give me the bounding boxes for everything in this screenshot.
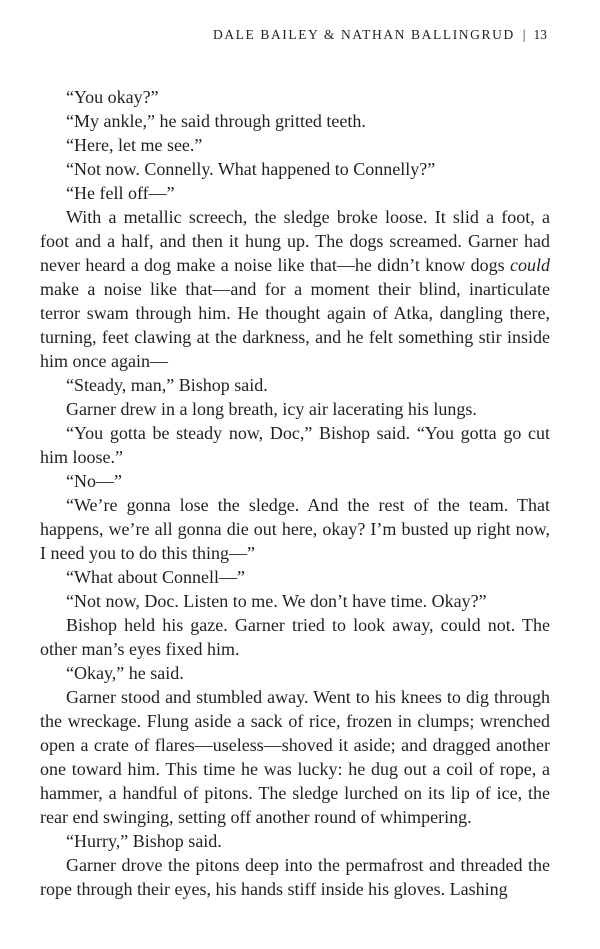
paragraph: “We’re gonna lose the sledge. And the rest of the team. That happens, we’re all gonna die out here, okay? I’m busted up right now, I need you to do this thing—” (40, 495, 550, 563)
paragraph: “Not now. Connelly. What happened to Connelly?” (66, 159, 436, 179)
paragraph: “Steady, man,” Bishop said. (66, 375, 268, 395)
paragraph: “You okay?” (66, 87, 159, 107)
page-number: 13 (533, 27, 547, 42)
paragraph: “He fell off—” (66, 183, 175, 203)
body-text (40, 85, 550, 901)
paragraph: “What about Connell—” (66, 567, 245, 587)
paragraph: Garner drew in a long breath, icy air lacerating his lungs. (66, 399, 477, 419)
paragraph: “My ankle,” he said through gritted teeth. (66, 111, 366, 131)
paragraph: “Hurry,” Bishop said. (66, 831, 222, 851)
running-head (213, 27, 547, 43)
paragraph: Garner drove the pitons deep into the permafrost and threaded the rope through their eyes, his hands stiff inside his gloves. Lashing (40, 855, 550, 899)
paragraph: “Here, let me see.” (66, 135, 203, 155)
paragraph-text-continued: make a noise like that—and for a moment their blind, inarticulate terror swam through him. He thought again of Atka, dangling there, turning, feet clawing at the darkness, and he felt something stir inside him once again— (40, 279, 550, 371)
paragraph: “Not now, Doc. Listen to me. We don’t have time. Okay?” (66, 591, 487, 611)
paragraph: “You gotta be steady now, Doc,” Bishop said. “You gotta go cut him loose.” (40, 423, 550, 467)
emphasis-could: could (510, 255, 550, 275)
paragraph-text: With a metallic screech, the sledge broke loose. It slid a foot, a foot and a half, and then it hung up. The dogs screamed. Garner had never heard a dog make a noise like that—he didn’t know dogs (40, 207, 550, 275)
running-head-authors: DALE BAILEY & NATHAN BALLINGRUD (212, 27, 515, 42)
paragraph (40, 205, 550, 373)
paragraph: Bishop held his gaze. Garner tried to look away, could not. The other man’s eyes fixed him. (40, 615, 550, 659)
paragraph: Garner stood and stumbled away. Went to his knees to dig through the wreckage. Flung aside a sack of rice, frozen in clumps; wrenched open a crate of flares—useless—shoved it aside; and dragged another one toward him. This time he was lucky: he dug out a coil of rope, a hammer, a handful of pitons. The sledge lurched on its lip of ice, the rear end swinging, setting off another round of whimpering. (40, 687, 550, 827)
paragraph: “No—” (66, 471, 122, 491)
paragraph: “Okay,” he said. (66, 663, 184, 683)
running-head-separator: | (522, 27, 526, 42)
